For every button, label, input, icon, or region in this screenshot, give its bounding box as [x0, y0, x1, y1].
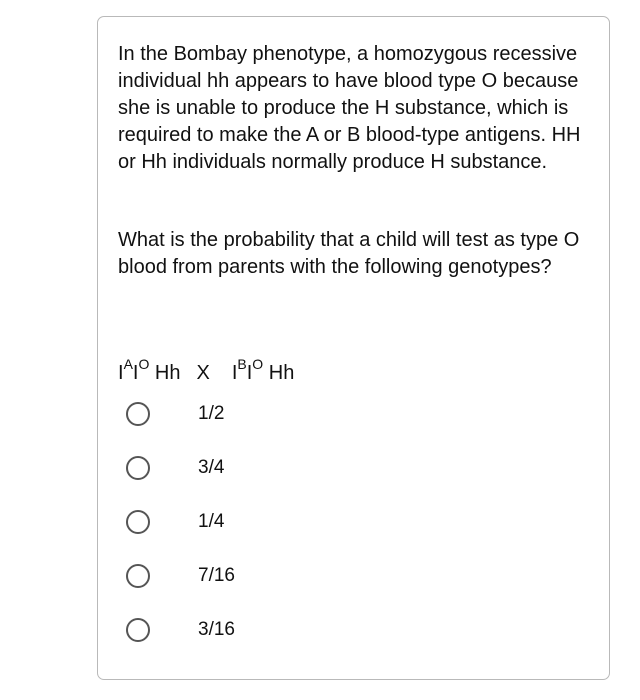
radio-button[interactable]: [126, 402, 150, 426]
answer-option-label: 1/4: [198, 511, 225, 532]
answer-options: [126, 400, 235, 670]
radio-button[interactable]: [126, 456, 150, 480]
parent2-genotype: $I^BI^O$ Hh: [231, 356, 295, 384]
genotype-cross: [118, 356, 295, 385]
question-card: [97, 16, 610, 680]
radio-button[interactable]: [126, 618, 150, 642]
answer-option-label: 3/4: [198, 457, 225, 478]
cross-symbol: X: [196, 362, 210, 384]
answer-option-label: 7/16: [198, 565, 235, 586]
answer-option[interactable]: [126, 508, 235, 562]
answer-option[interactable]: [126, 562, 235, 616]
radio-button[interactable]: [126, 564, 150, 588]
question-prompt: What is the probability that a child will test as type O blood from parents with the following genotypes?: [118, 229, 580, 278]
radio-button[interactable]: [126, 510, 150, 534]
question-text: In the Bombay phenotype, a homozygous recessive individual hh appears to have blood type O because she is unable to produce the H substance, which is required to make the A or B blood-type antigens. HH or Hh individuals normally produce H substance.: [118, 43, 581, 173]
answer-option[interactable]: [126, 454, 235, 508]
answer-option[interactable]: [126, 400, 235, 454]
answer-option[interactable]: [126, 616, 235, 670]
parent1-genotype: $I^AI^O$ Hh: [118, 356, 181, 384]
answer-option-label: 1/2: [198, 403, 225, 424]
answer-option-label: 3/16: [198, 619, 235, 640]
